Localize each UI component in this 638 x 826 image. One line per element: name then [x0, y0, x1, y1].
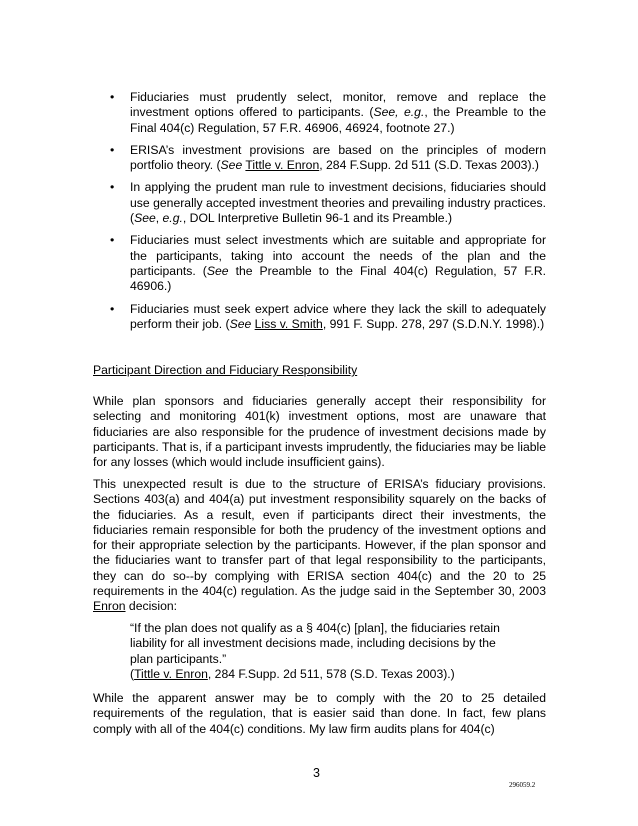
bullet-text-segment: Fiduciaries must seek expert advice where they lack the skill to adequately perform their job. (: [130, 301, 546, 331]
bullet-item: [108, 90, 546, 136]
document-id: 296059.2: [509, 781, 536, 789]
bullet-text-segment: Liss v. Smith: [254, 316, 323, 331]
bullet-text-segment: In applying the prudent man rule to investment decisions, fiduciaries should use generally accepted investment theories and prevailing industry practices. (: [130, 180, 546, 226]
bullet-text-segment: , the Preamble to the Final 404(c) Regulation, 57 F.R. 46906, 46924, footnote 27.): [130, 105, 546, 135]
bullet-text-segment: See: [229, 316, 252, 331]
bullet-item: [108, 233, 546, 294]
bullet-dot-icon: •: [110, 301, 115, 316]
enron-case-reference: Enron: [93, 599, 126, 614]
bullet-text-segment: , DOL Interpretive Bulletin 96-1 and its Preamble.): [182, 211, 453, 226]
bullet-text-segment: See: [206, 263, 229, 278]
bullet-text-segment: ERISA’s investment provisions are based on the principles of modern portfolio theory. (: [130, 142, 546, 173]
paragraph-2-text: This unexpected result is due to the structure of ERISA’s fiduciary provisions. Sections 403(a) and 404(a) put investment responsibility squarely on the backs of the fiduciaries. As a result, even if participants direct their investments, the fiduciaries remain responsible for both the prudency of the investment options and for their appropriate selection by the participants. However, if the plan sponsor and the fiduciaries want to transfer part of that legal responsibility to the participants, they can do so--by complying with ERISA section 404(c) and the 20 to 25 requirements in the 404(c) regulation. As the judge said in the September 30, 2003: [93, 477, 546, 599]
quote-text: “If the plan does not qualify as a § 404(c) [plan], the fiduciaries retain liability for all investment decisions made, including decisions by the plan participants.”: [130, 621, 500, 666]
bullet-dot-icon: •: [110, 142, 115, 157]
bullet-text-segment: Fiduciaries must prudently select, monitor, remove and replace the investment options offered to participants. (: [130, 90, 546, 120]
bullet-text-segment: the Preamble to the Final 404(c) Regulation, 57 F.R. 46906.): [130, 263, 547, 294]
fiduciary-duties-list: [108, 90, 546, 339]
paragraph-3: While the apparent answer may be to comply with the 20 to 25 detailed requirements of the regulation, that is easier said than done. In fact, few plans comply with all of the 404(c) conditions. My law firm audits plans for 404(c): [93, 691, 546, 736]
bullet-item: [108, 143, 546, 174]
quote-cite-open: (: [130, 666, 135, 681]
bullet-text-segment: ,: [155, 211, 163, 226]
bullet-dot-icon: •: [110, 90, 115, 104]
bullet-text-segment: , 991 F. Supp. 278, 297 (S.D.N.Y. 1998).): [322, 316, 545, 331]
bullet-dot-icon: •: [110, 180, 115, 195]
quote-cite-case: Tittle v. Enron: [134, 666, 208, 681]
bullet-text-segment: Fiduciaries must select investments which are suitable and appropriate for the participants, taking into account the needs of the plan and the participants. (: [130, 233, 546, 278]
block-quote: [130, 621, 515, 682]
bullet-dot-icon: •: [110, 233, 115, 248]
page-number: 3: [313, 766, 320, 780]
bullet-text-segment: See: [134, 211, 156, 226]
bullet-text-segment: Tittle v. Enron: [245, 158, 320, 173]
bullet-text-segment: See, e.g.: [373, 105, 425, 120]
quote-cite-rest: , 284 F.Supp. 2d 511, 578 (S.D. Texas 2003).): [207, 666, 455, 681]
section-heading: Participant Direction and Fiduciary Responsibility: [93, 363, 358, 377]
bullet-text-segment: e.g.: [162, 211, 183, 226]
paragraph-2: [93, 477, 546, 615]
bullet-item: [108, 302, 546, 333]
paragraph-1: While plan sponsors and fiduciaries generally accept their responsibility for selecting and monitoring 401(k) investment options, most are unaware that fiduciaries are also responsible for the prudence of investment decisions made by participants. That is, if a participant invests imprudently, the fiduciaries may be liable for any losses (which would include insufficient gains).: [93, 394, 546, 470]
bullet-text-segment: , 284 F.Supp. 2d 511 (S.D. Texas 2003).): [319, 158, 539, 173]
bullet-text-segment: See: [220, 158, 243, 173]
bullet-item: [108, 180, 546, 226]
paragraph-2-tail: decision:: [125, 599, 178, 614]
